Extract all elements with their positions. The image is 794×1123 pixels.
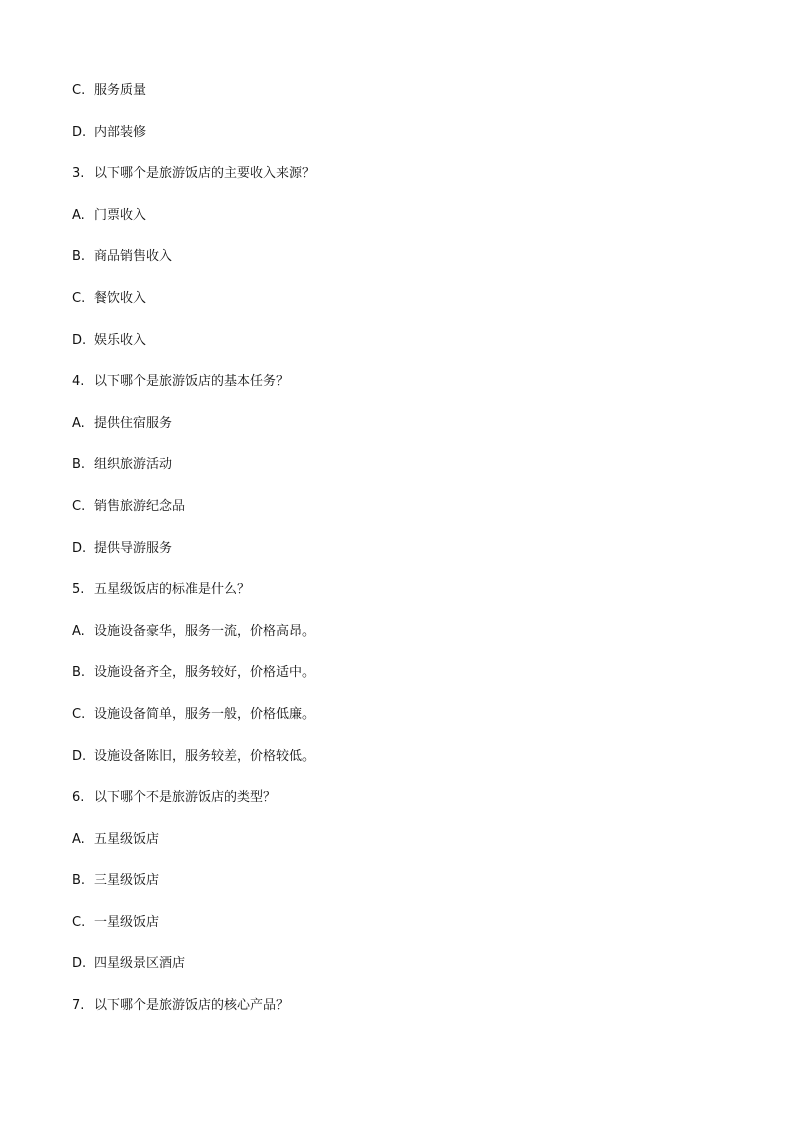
line-text: 服务质量	[94, 83, 147, 98]
text-line	[72, 579, 732, 621]
line-text: 商品销售收入	[94, 249, 173, 265]
line-label: 7.	[72, 998, 85, 1014]
text-line	[72, 330, 732, 372]
text-line	[72, 662, 732, 704]
question-list	[72, 80, 732, 1037]
line-label: B.	[72, 457, 86, 473]
line-label: 5.	[72, 582, 85, 598]
line-label: D.	[72, 748, 87, 764]
text-line	[72, 122, 732, 164]
text-line	[72, 953, 732, 995]
line-label: 4.	[72, 374, 85, 390]
line-label: A.	[72, 623, 85, 639]
text-line	[72, 413, 732, 455]
text-line	[72, 288, 732, 330]
line-label: B.	[72, 665, 86, 681]
line-text: 设施设备豪华，服务一流，价格高昂。	[94, 623, 316, 639]
line-label: D.	[72, 540, 87, 556]
line-text: 四星级景区酒店	[94, 956, 186, 972]
text-line	[72, 787, 732, 829]
line-text: 以下哪个是旅游饭店的基本任务？	[94, 374, 290, 390]
line-text: 以下哪个是旅游饭店的核心产品？	[94, 998, 290, 1014]
line-text: 门票收入	[94, 207, 147, 223]
line-label: B.	[72, 873, 86, 889]
text-line	[72, 163, 732, 205]
line-label: D.	[72, 956, 87, 972]
text-line	[72, 912, 732, 954]
line-label: D.	[72, 124, 87, 140]
line-label: D.	[72, 332, 87, 348]
line-text: 娱乐收入	[94, 332, 147, 348]
line-text: 销售旅游纪念品	[94, 498, 186, 514]
line-label: C.	[72, 83, 86, 98]
line-text: 组织旅游活动	[94, 457, 173, 473]
line-label: A.	[72, 831, 85, 847]
line-label: C.	[72, 706, 86, 722]
text-line	[72, 995, 732, 1037]
line-text: 五星级饭店	[94, 831, 160, 847]
text-line	[72, 246, 732, 288]
text-line	[72, 80, 732, 122]
text-line	[72, 205, 732, 247]
text-line	[72, 496, 732, 538]
line-text: 三星级饭店	[94, 873, 160, 889]
line-text: 餐饮收入	[94, 290, 147, 306]
text-line	[72, 704, 732, 746]
line-text: 以下哪个不是旅游饭店的类型？	[94, 790, 277, 806]
line-label: C.	[72, 914, 86, 930]
line-text: 设施设备陈旧，服务较差，价格较低。	[94, 748, 316, 764]
line-text: 提供导游服务	[94, 540, 173, 556]
line-label: B.	[72, 249, 86, 265]
line-label: A.	[72, 207, 85, 223]
text-line	[72, 870, 732, 912]
line-text: 设施设备齐全，服务较好，价格适中。	[94, 665, 316, 681]
line-text: 五星级饭店的标准是什么？	[94, 582, 251, 598]
line-text: 提供住宿服务	[94, 415, 173, 431]
line-label: C.	[72, 290, 86, 306]
line-label: 6.	[72, 790, 85, 806]
line-label: A.	[72, 415, 85, 431]
line-text: 一星级饭店	[94, 914, 160, 930]
text-line	[72, 746, 732, 788]
text-line	[72, 454, 732, 496]
line-text: 内部装修	[94, 124, 147, 140]
text-line	[72, 371, 732, 413]
line-text: 设施设备简单，服务一般，价格低廉。	[94, 706, 316, 722]
line-label: C.	[72, 498, 86, 514]
line-label: 3.	[72, 166, 85, 182]
text-line	[72, 829, 732, 871]
line-text: 以下哪个是旅游饭店的主要收入来源？	[94, 166, 316, 182]
text-line	[72, 538, 732, 580]
text-line	[72, 621, 732, 663]
